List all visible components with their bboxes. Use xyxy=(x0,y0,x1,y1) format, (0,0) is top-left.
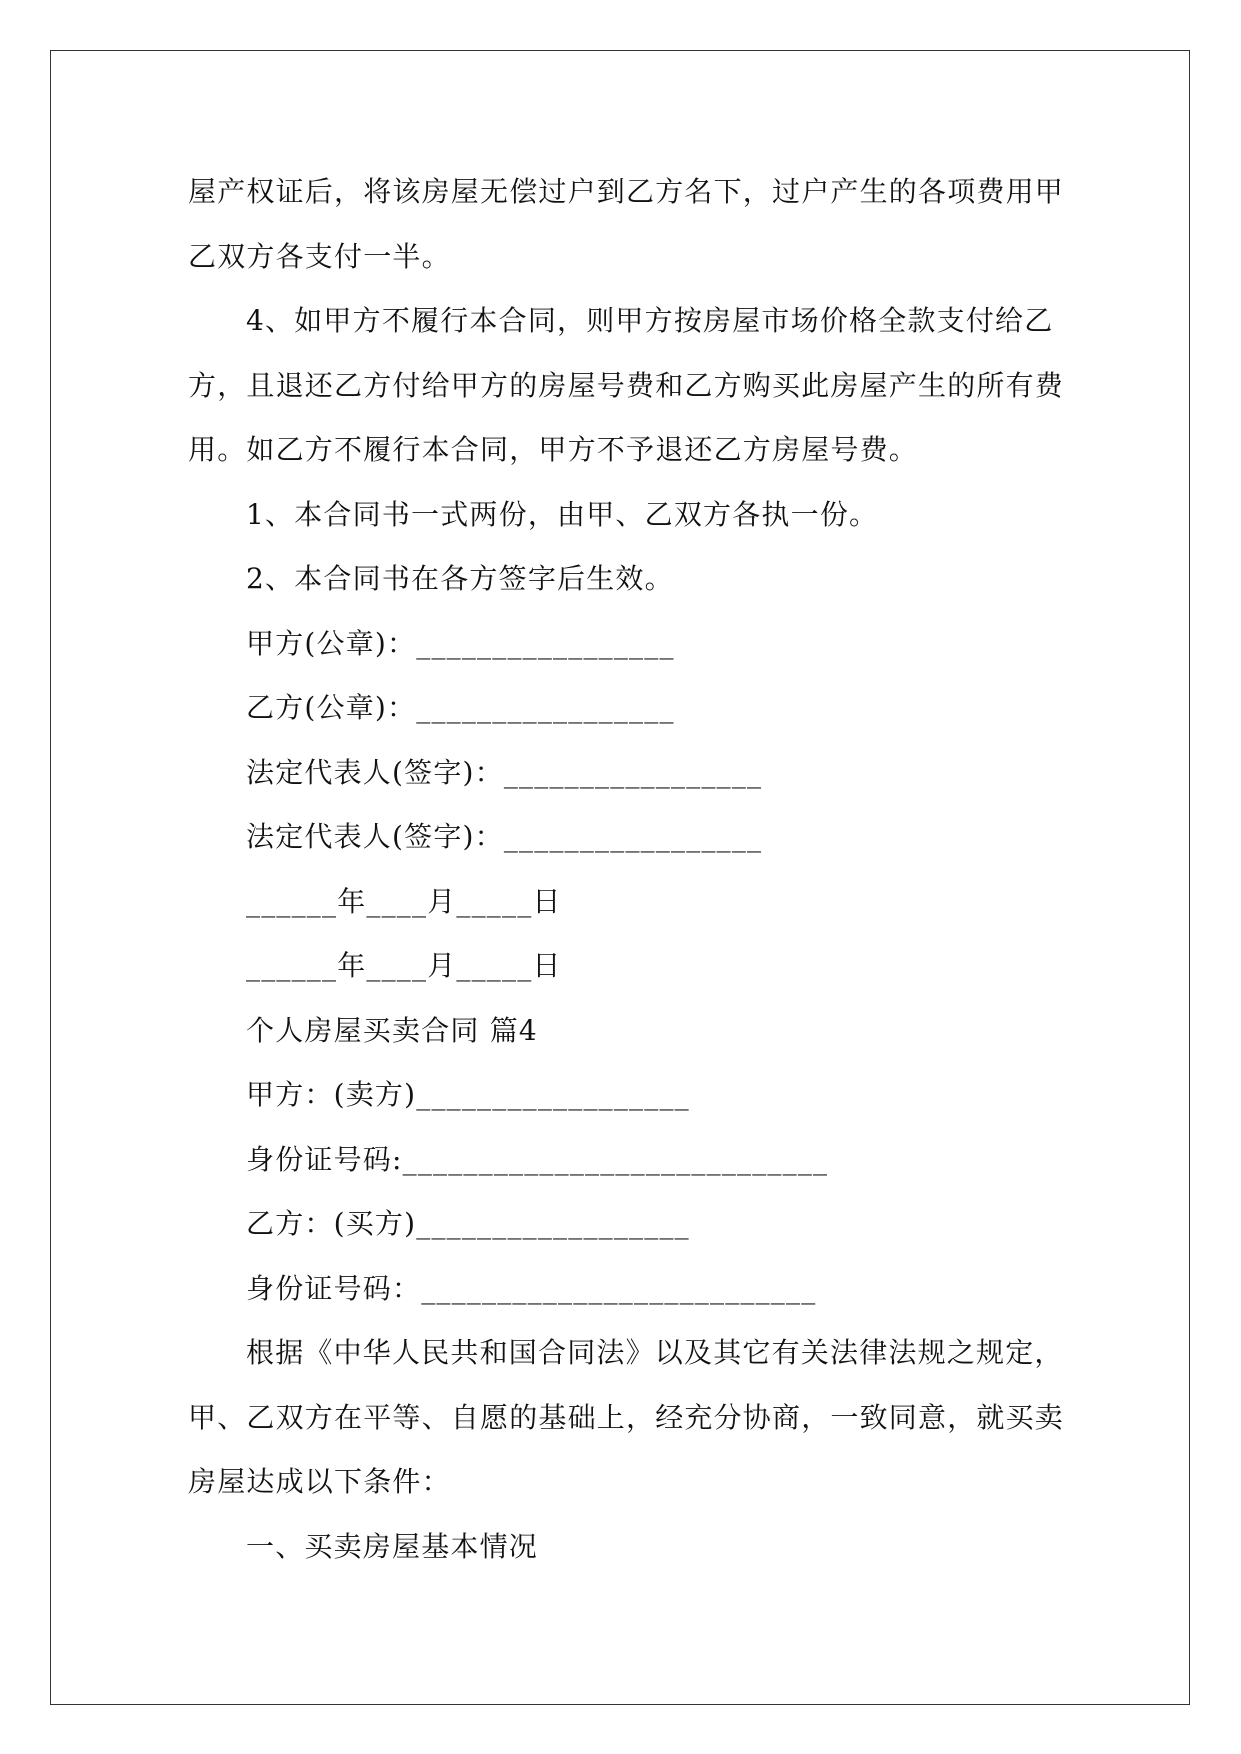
date-field-a: ______年____月_____日 xyxy=(246,884,562,918)
text-line: 乙双方各支付一半。 xyxy=(188,239,451,273)
buyer-field: 乙方：(买方)__________________ xyxy=(246,1207,690,1240)
seller-field: 甲方：(卖方)__________________ xyxy=(246,1078,690,1111)
clause-1: 1、本合同书一式两份，由甲、乙双方各执一份。 xyxy=(246,497,879,531)
seller-id-field: 身份证号码:____________________________ xyxy=(246,1142,829,1176)
legal-rep-signature-b: 法定代表人(签字)：_________________ xyxy=(246,820,763,853)
document-body xyxy=(188,160,1065,1579)
text-line: 方，且退还乙方付给甲方的房屋号费和乙方购买此房屋产生的所有费 xyxy=(188,368,1065,402)
party-b-seal-field: 乙方(公章)：_________________ xyxy=(246,691,675,724)
party-a-seal-field: 甲方(公章)：_________________ xyxy=(246,626,675,660)
preamble-line: 甲、乙双方在平等、自愿的基础上，经充分协商，一致同意，就买卖 xyxy=(188,1400,1065,1434)
clause-4: 4、如甲方不履行本合同，则甲方按房屋市场价格全款支付给乙 xyxy=(246,304,1054,337)
preamble-line: 房屋达成以下条件： xyxy=(188,1465,451,1498)
section-heading: 一、买卖房屋基本情况 xyxy=(246,1529,539,1563)
preamble-line: 根据《中华人民共和国合同法》以及其它有关法律法规之规定， xyxy=(246,1336,1064,1369)
date-field-b: ______年____月_____日 xyxy=(246,949,562,982)
legal-rep-signature-a: 法定代表人(签字)：_________________ xyxy=(246,755,763,789)
section-title: 个人房屋买卖合同 篇4 xyxy=(246,1013,538,1047)
text-line: 用。如乙方不履行本合同，甲方不予退还乙方房屋号费。 xyxy=(188,433,919,466)
text-line: 屋产权证后，将该房屋无偿过户到乙方名下，过户产生的各项费用甲 xyxy=(188,175,1065,208)
buyer-id-field: 身份证号码：__________________________ xyxy=(246,1271,817,1305)
clause-2: 2、本合同书在各方签字后生效。 xyxy=(246,562,674,595)
